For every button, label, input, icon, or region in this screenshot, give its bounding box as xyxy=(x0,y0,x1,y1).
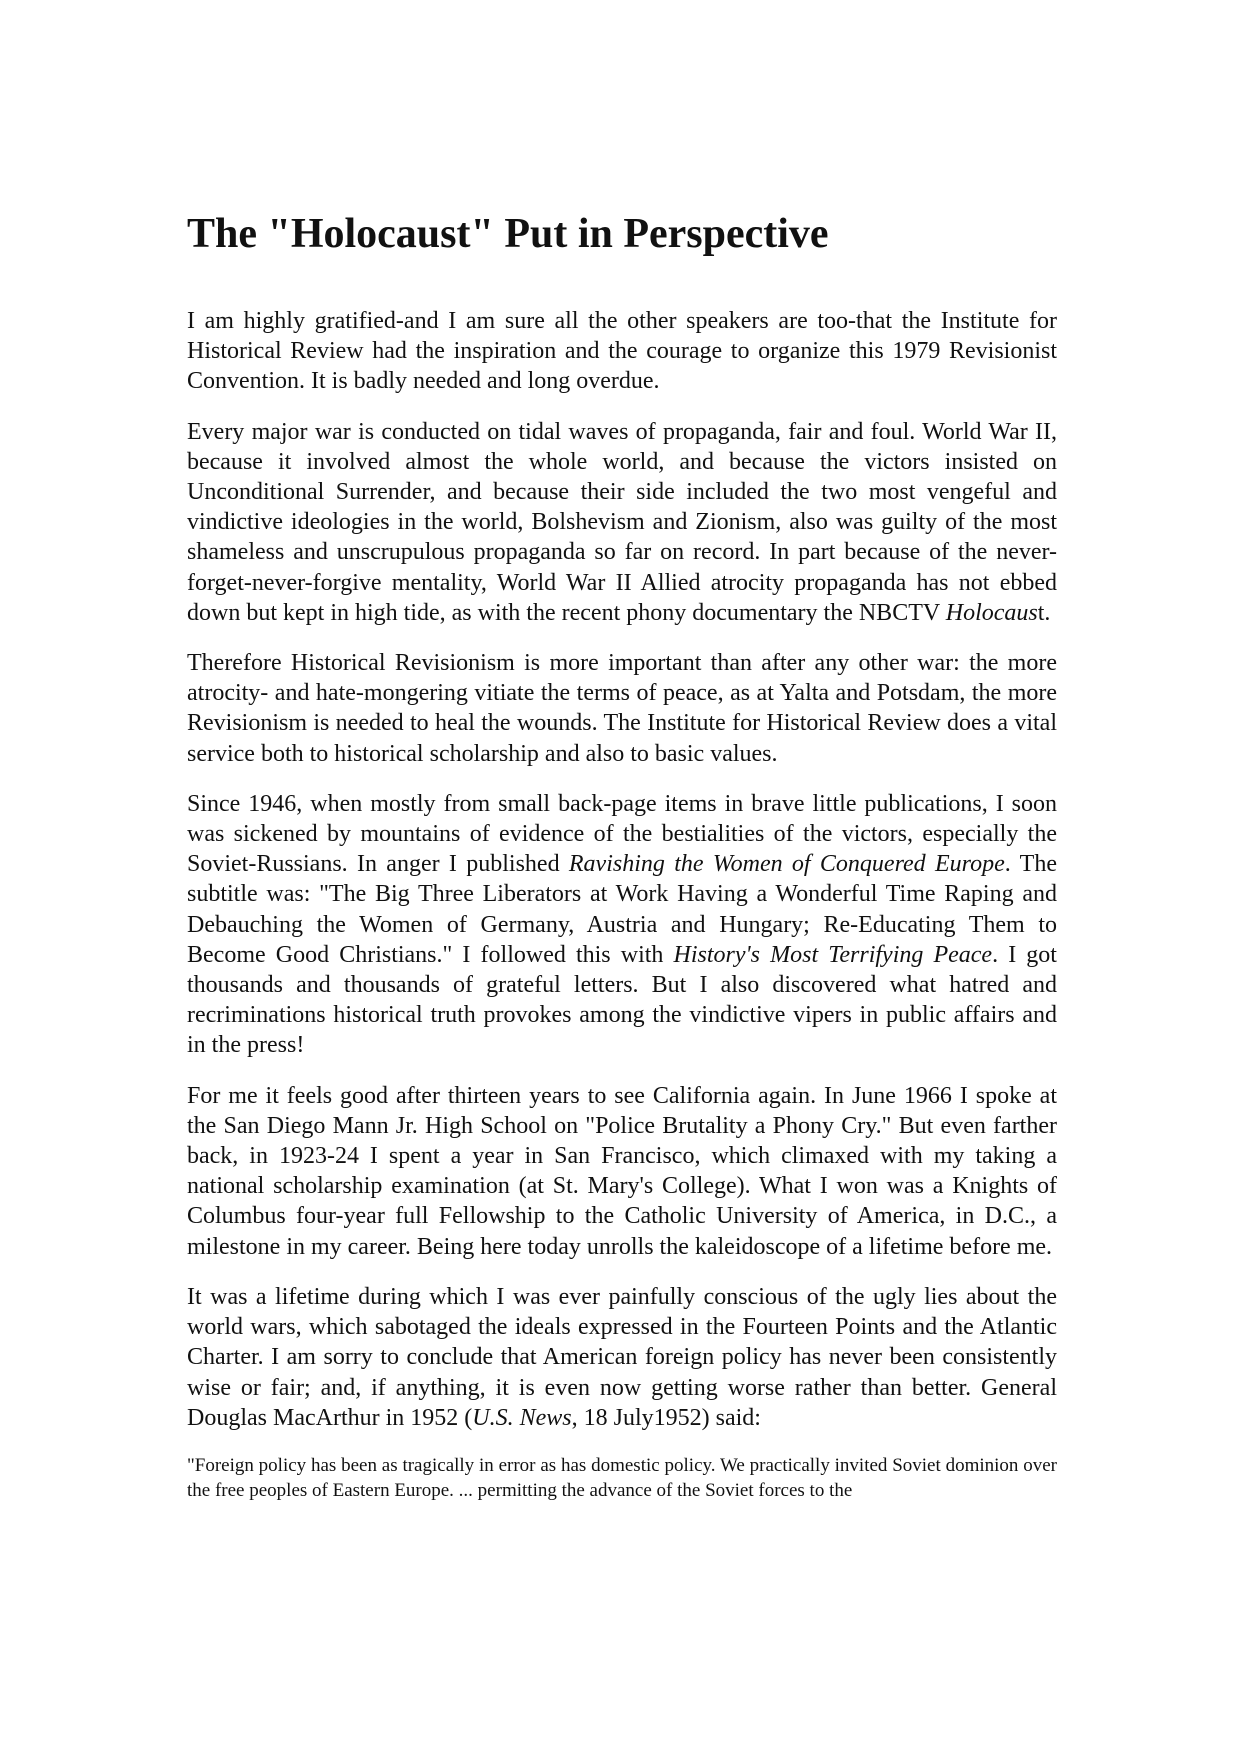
paragraph-text: Since 1946, when mostly from small back-page items in brave little publications, I soon was sickened by mountains of evidence of the bestialities of the victors, especially the Soviet-Russians. In anger I published xyxy=(187,790,1057,878)
italic-text: Holocaus xyxy=(945,599,1038,626)
paragraph-text: . I got thousands and thousands of grateful letters. But I also discovered what hatred and recriminations historical truth provokes among the vindictive vipers in public affairs and in the press! xyxy=(187,941,1057,1059)
paragraph xyxy=(187,306,1057,397)
paragraph-text: . The subtitle was: "The Big Three Liberators at Work Having a Wonderful Time Raping and Debauching the Women of Germany, Austria and Hungary; Re-Educating Them to Become Good Christians." I followed this with xyxy=(187,851,1057,968)
document-page xyxy=(187,208,1057,1503)
paragraph xyxy=(187,1282,1057,1433)
block-quote: "Foreign policy has been as tragically in error as has domestic policy. We practically invited Soviet dominion over the free peoples of Eastern Europe. ... permitting the advance of the Soviet forces to the xyxy=(187,1454,1057,1501)
italic-text: History's Most Terrifying Peace xyxy=(673,941,993,968)
paragraph-text: Therefore Historical Revisionism is more important than after any other war: the more atrocity- and hate-mongering vitiate the terms of peace, as at Yalta and Potsdam, the more Revisionism is needed to heal the wounds. The Institute for Historical Review does a vital service both to historical scholarship and also to basic values. xyxy=(187,650,1057,767)
paragraph-text: I am highly gratified-and I am sure all the other speakers are too-that the Institute for Historical Review had the inspiration and the courage to organize this 1979 Revisionist Convention. It is badly needed and long overdue. xyxy=(187,308,1057,395)
paragraph-text: It was a lifetime during which I was ever painfully conscious of the ugly lies about the world wars, which sabotaged the ideals expressed in the Fourteen Points and the Atlantic Charter. I am sorry to conclude that American foreign policy has never been consistently wise or fair; and, if anything, it is even now getting worse rather than better. General Douglas MacArthur in 1952 ( xyxy=(187,1283,1057,1431)
paragraph xyxy=(187,1081,1057,1262)
document-body xyxy=(187,306,1057,1433)
paragraph xyxy=(187,648,1057,769)
paragraph-text: t. xyxy=(1037,599,1051,626)
italic-text: Ravishing the Women of Conquered Europe xyxy=(568,851,1005,878)
paragraph xyxy=(187,789,1057,1061)
paragraph-text: Every major war is conducted on tidal waves of propaganda, fair and foul. World War II, because it involved almost the whole world, and because the victors insisted on Unconditional Surrender, and because their side included the two most vengeful and vindictive ideologies in the world, Bolshevism and Zionism, also was guilty of the most shameless and unscrupulous propaganda so far on record. In part because of the never-forget-never-forgive mentality, World War II Allied atrocity propaganda has not ebbed down but kept in high tide, as with the recent phony documentary the NBCTV xyxy=(187,418,1057,626)
paragraph-text: , 18 July1952) said: xyxy=(571,1404,761,1431)
italic-text: U.S. News xyxy=(472,1404,572,1431)
paragraph xyxy=(187,417,1057,628)
document-title: The "Holocaust" Put in Perspective xyxy=(187,211,829,257)
paragraph-text: For me it feels good after thirteen years to see California again. In June 1966 I spoke at the San Diego Mann Jr. High School on "Police Brutality a Phony Cry." But even farther back, in 1923-24 I spent a year in San Francisco, which climaxed with my taking a national scholarship examination (at St. Mary's College). What I won was a Knights of Columbus four-year full Fellowship to the Catholic University of America, in D.C., a milestone in my career. Being here today unrolls the kaleidoscope of a lifetime before me. xyxy=(187,1082,1057,1260)
